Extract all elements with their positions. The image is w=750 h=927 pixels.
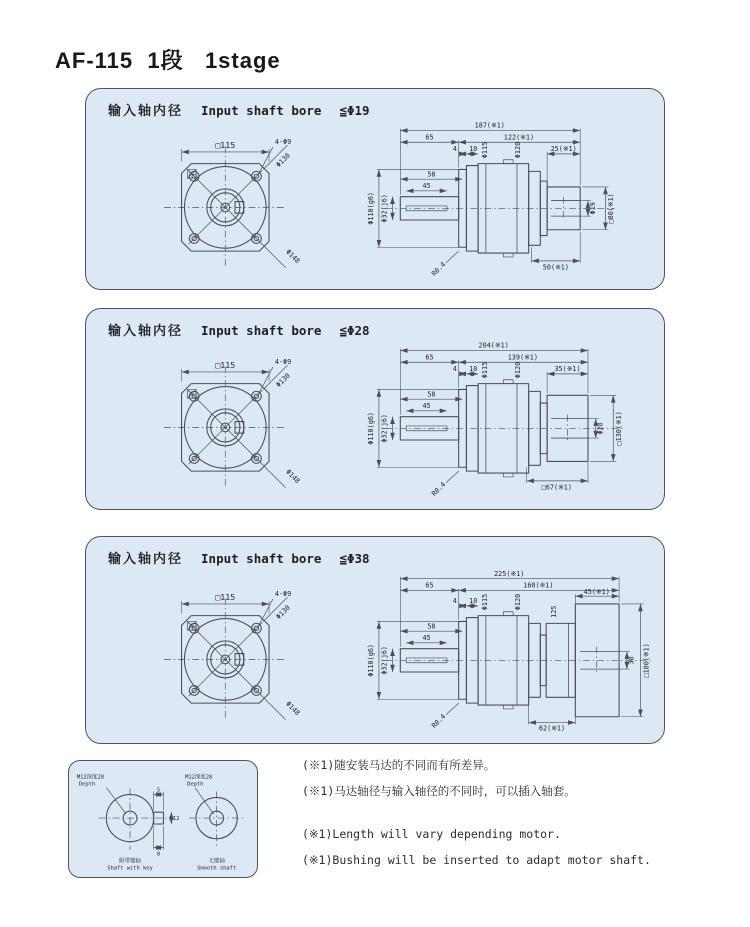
dim-spigot: Φ110(g6) — [367, 191, 376, 225]
dim-body1: Φ115 — [480, 593, 489, 611]
dim-body2: Φ120 — [513, 361, 522, 379]
dim-bolt-circle: Φ130 — [274, 371, 292, 389]
dim-key-width: 5 — [156, 787, 161, 794]
footnote-en-2: (※1)Bushing will be inserted to adapt motor shaft. — [302, 853, 651, 867]
dim-shaft-len: 58 — [427, 622, 436, 631]
dim-motor-flange: □130(※1) — [615, 411, 624, 446]
footnote-en-1: (※1)Length will vary depending motor. — [302, 827, 561, 841]
panel-bore-28 — [85, 308, 665, 510]
footnote-cn-1: (※1)随安装马达的不同而有所差异。 — [302, 758, 496, 772]
dim-holes: 4-Φ9 — [274, 590, 292, 599]
dim-shaft-len: 58 — [427, 170, 436, 179]
tap-note-right: M12深度28 — [185, 774, 213, 781]
side-section-view — [386, 604, 653, 717]
footnote-cn-2: (※1)马达轴径与输入轴径的不同时，可以插入轴套。 — [302, 784, 576, 798]
page-title: AF-115 1段 1stage — [55, 48, 281, 73]
dim-total: 187(※1) — [474, 121, 505, 130]
dim-holes: 4-Φ9 — [274, 358, 292, 367]
dim-key-len: 45 — [422, 401, 431, 410]
shaft-with-key-view — [99, 789, 168, 850]
dim-square: □115 — [215, 140, 236, 151]
dim-key-bottom: 8 — [156, 851, 161, 858]
panel3-header — [108, 548, 370, 567]
shaft-detail-panel — [68, 760, 258, 878]
front-view-dimensions — [182, 590, 302, 719]
footnotes — [302, 758, 732, 879]
panel2-header-cn: 输入轴内径 — [108, 323, 184, 338]
panel1-bore-max: ≦Φ19 — [339, 103, 370, 118]
dim-front: 65 — [425, 133, 434, 142]
panel3-bore-max: ≦Φ38 — [339, 551, 370, 566]
panel3-header-en: Input shaft bore — [201, 551, 322, 566]
front-view-dimensions — [182, 138, 302, 267]
panel3-header-cn: 输入轴内径 — [108, 551, 184, 566]
front-view-dimensions — [182, 358, 302, 487]
depth-note-left: Depth — [78, 781, 96, 788]
panel3-drawing — [94, 567, 658, 732]
dim-rear: 122(※1) — [503, 133, 535, 142]
dim-bottom: □67(※1) — [541, 483, 572, 492]
panel2-bore-max: ≦Φ28 — [339, 323, 370, 338]
dim-bore: Φ19 — [588, 202, 597, 215]
dim-fillet: R0.4 — [430, 260, 448, 278]
dim-g4: 4 — [452, 364, 457, 373]
dim-g4: 4 — [452, 596, 457, 605]
dim-bore: 38 — [627, 656, 636, 665]
shaft-with-key-label-en: Shaft with key — [107, 865, 153, 872]
dim-holes: 4-Φ9 — [274, 138, 292, 147]
dim-bolt-circle: Φ130 — [274, 603, 292, 621]
smooth-shaft-view — [189, 792, 244, 848]
dim-total: 225(※1) — [494, 569, 525, 578]
dim-g10: 10 — [469, 596, 478, 605]
side-view-dimensions — [367, 122, 615, 278]
side-view-dimensions — [367, 570, 650, 733]
smooth-shaft-label-en: Smooth shaft — [197, 865, 237, 872]
dim-pilot: 45(※1) — [583, 588, 610, 597]
dim-bottom: 50(※1) — [542, 263, 569, 272]
dim-bore: Φ28 — [596, 422, 605, 435]
dim-spigot: Φ110(g6) — [367, 643, 376, 677]
dim-fillet: R0.4 — [430, 480, 448, 498]
dim-body1: Φ115 — [480, 141, 489, 159]
dim-g10: 10 — [469, 144, 478, 153]
dim-g10: 10 — [469, 364, 478, 373]
dim-spigot: Φ110(g6) — [367, 411, 376, 445]
panel2-header-en: Input shaft bore — [201, 323, 322, 338]
panel1-header-cn: 输入轴内径 — [108, 103, 184, 118]
shaft-with-key-label-cn: 附带键轴 — [119, 858, 141, 865]
dim-outer-dia: Φ148 — [284, 699, 302, 718]
dim-shaft-len: 58 — [427, 390, 436, 399]
dim-shaft-dia: Φ32(j6) — [380, 414, 389, 443]
dim-square: □115 — [215, 360, 236, 371]
dim-motor-flange: □80(※1) — [607, 193, 616, 224]
side-view-dimensions — [367, 342, 623, 498]
dim-shaft-dia: Φ32(j6) — [380, 646, 389, 675]
dim-bolt-circle: Φ130 — [274, 151, 292, 169]
dim-fillet: R0.4 — [430, 712, 448, 730]
dim-shaft-dia: Φ32(j6) — [380, 194, 389, 223]
dim-rear: 139(※1) — [507, 353, 538, 362]
panel2-drawing — [94, 335, 658, 500]
panel1-header-en: Input shaft bore — [201, 103, 322, 118]
dim-key-height: 12 — [173, 816, 180, 823]
dim-rear: 160(※1) — [523, 581, 554, 590]
dim-pilot: 35(※1) — [554, 364, 581, 373]
shaft-detail-labels — [107, 856, 236, 871]
smooth-shaft-label-cn: 无键轴 — [208, 858, 225, 865]
dim-bottom: 62(※1) — [538, 724, 566, 733]
shaft-detail-drawing — [69, 761, 256, 877]
dim-g4: 4 — [452, 144, 457, 153]
dim-key-len: 45 — [422, 181, 431, 190]
dim-body1: Φ115 — [480, 361, 489, 379]
dim-pilot: 25(※1) — [550, 144, 577, 153]
panel1-drawing — [94, 115, 658, 280]
dim-total: 204(※1) — [478, 341, 509, 350]
shaft-detail-dimensions — [77, 773, 214, 858]
depth-note-right: Depth — [187, 781, 204, 788]
dim-front: 65 — [425, 353, 434, 362]
dim-outer-dia: Φ148 — [284, 467, 302, 486]
dim-square: □115 — [215, 592, 236, 603]
dim-body2: Φ120 — [513, 593, 522, 611]
dim-key-len: 45 — [422, 633, 431, 642]
dim-outer-dia: Φ148 — [284, 247, 302, 266]
dim-motor-flange: □180(※1) — [642, 643, 651, 678]
panel-bore-38 — [85, 536, 665, 744]
dim-front: 65 — [425, 581, 434, 590]
dim-mid: 125 — [549, 605, 558, 618]
tap-note-left: M12深度28 — [76, 774, 104, 781]
dim-body2: Φ120 — [513, 141, 522, 159]
panel-bore-19 — [85, 88, 665, 290]
